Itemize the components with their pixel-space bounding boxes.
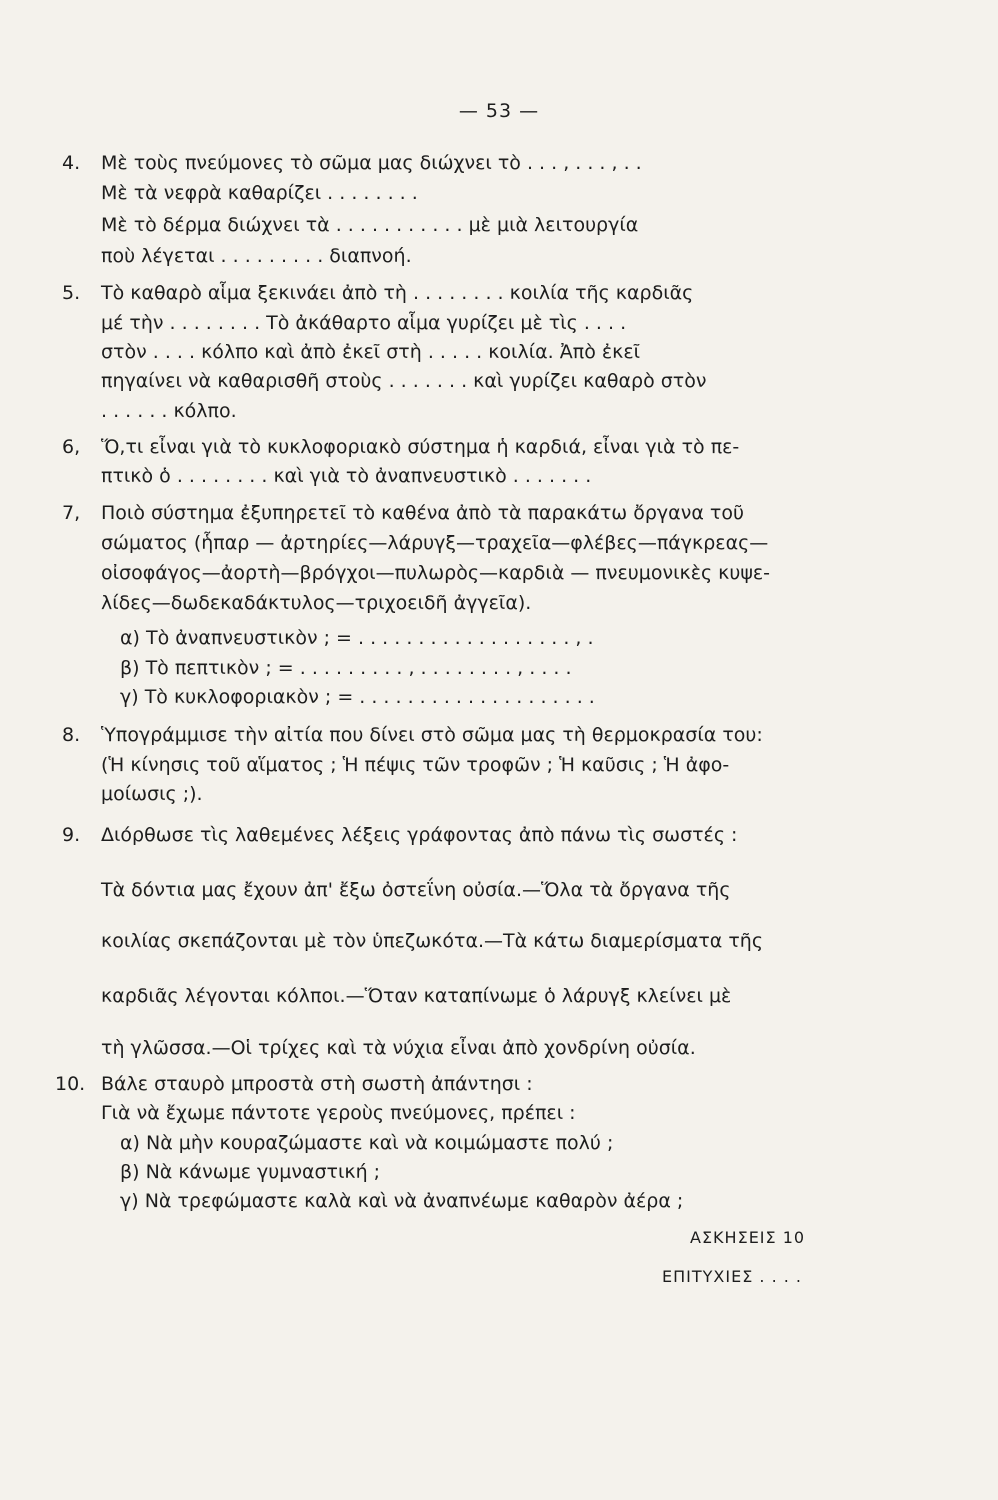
question-5-line-4: πηγαίνει νὰ καθαρισθῆ στοὺς . . . . . . . καὶ γυρίζει καθαρὸ στὸν xyxy=(101,370,707,392)
question-10-line-2: Γιὰ νὰ ἔχωμε πάντοτε γεροὺς πνεύμονες, πρέπει : xyxy=(101,1102,576,1124)
question-10-option-b: β) Νὰ κάνωμε γυμναστική ; xyxy=(120,1161,381,1183)
question-7-option-c: γ) Τὸ κυκλοφοριακὸν ; = . . . . . . . . . . . . . . . . . . . . xyxy=(120,686,595,708)
question-7-option-b: β) Τὸ πεπτικὸν ; = . . . . . . . . . , . . . . . . . . , . . . . xyxy=(120,657,572,679)
question-6-line-2: πτικὸ ὁ . . . . . . . . καὶ γιὰ τὸ ἀναπνευστικὸ . . . . . . . xyxy=(101,465,592,487)
question-5-line-3: στὸν . . . . κόλπο καὶ ἀπὸ ἐκεῖ στὴ . . . . . κοιλία. Ἀπὸ ἐκεῖ xyxy=(101,341,641,363)
question-4-line-3: Μὲ τὸ δέρμα διώχνει τὰ . . . . . . . . . . . μὲ μιὰ λειτουργία xyxy=(101,214,639,236)
page-number: — 53 — xyxy=(458,100,540,122)
question-8-number: 8. xyxy=(62,724,81,746)
question-6-line-1: Ὅ,τι εἶναι γιὰ τὸ κυκλοφοριακὸ σύστημα ἡ καρδιά, εἶναι γιὰ τὸ πε- xyxy=(101,436,740,458)
successes-count: ΕΠΙΤΥΧΙΕΣ . . . . xyxy=(662,1267,802,1286)
question-5-line-1: Τὸ καθαρὸ αἷμα ξεκινάει ἀπὸ τὴ . . . . . . . . κοιλία τῆς καρδιᾶς xyxy=(101,282,694,304)
question-10-option-a: α) Νὰ μὴν κουραζώμαστε καὶ νὰ κοιμώμαστε πολύ ; xyxy=(120,1132,614,1154)
question-7-line-1: Ποιὸ σύστημα ἐξυπηρετεῖ τὸ καθένα ἀπὸ τὰ παρακάτω ὄργανα τοῦ xyxy=(101,502,744,524)
question-7-number: 7, xyxy=(62,502,81,524)
question-5-line-5: . . . . . . κόλπο. xyxy=(101,400,237,422)
question-4-line-4: ποὺ λέγεται . . . . . . . . . διαπνοή. xyxy=(101,245,412,267)
question-8-line-2: (Ἡ κίνησις τοῦ αἵματος ; Ἡ πέψις τῶν τροφῶν ; Ἡ καῦσις ; Ἡ ἀφο- xyxy=(101,754,730,776)
question-4-line-2: Μὲ τὰ νεφρὰ καθαρίζει . . . . . . . . xyxy=(101,182,418,204)
question-5-number: 5. xyxy=(62,282,81,304)
question-4-number: 4. xyxy=(62,152,81,174)
question-5-line-2: μέ τὴν . . . . . . . . Τὸ ἀκάθαρτο αἷμα γυρίζει μὲ τὶς . . . . xyxy=(101,312,627,334)
question-10-option-c: γ) Νὰ τρεφώμαστε καλὰ καὶ νὰ ἀναπνέωμε καθαρὸν ἀέρα ; xyxy=(120,1190,684,1212)
question-7-line-4: λίδες—δωδεκαδάκτυλος—τριχοειδῆ ἀγγεῖα). xyxy=(101,592,532,614)
question-4-line-1: Μὲ τοὺς πνεύμονες τὸ σῶμα μας διώχνει τὸ . . . , . . . , . . xyxy=(101,152,642,174)
question-9-line-2: Τὰ δόντια μας ἔχουν ἀπ' ἔξω ὀστεΐνη οὐσία.—Ὅλα τὰ ὄργανα τῆς xyxy=(101,879,731,901)
question-9-line-1: Διόρθωσε τὶς λαθεμένες λέξεις γράφοντας ἀπὸ πάνω τὶς σωστές : xyxy=(101,824,738,846)
question-7-line-2: σώματος (ἧπαρ — ἀρτηρίες—λάρυγξ—τραχεῖα—φλέβες—πάγκρεας— xyxy=(101,532,769,554)
question-10-number: 10. xyxy=(55,1073,86,1095)
question-8-line-1: Ὑπογράμμισε τὴν αἰτία που δίνει στὸ σῶμα μας τὴ θερμοκρασία του: xyxy=(101,724,763,746)
question-10-line-1: Βάλε σταυρὸ μπροστὰ στὴ σωστὴ ἀπάντησι : xyxy=(101,1073,533,1095)
question-7-line-3: οἰσοφάγος—ἀορτὴ—βρόγχοι—πυλωρὸς—καρδιὰ — πνευμονικὲς κυψε- xyxy=(101,562,771,584)
question-9-line-3: κοιλίας σκεπάζονται μὲ τὸν ὑπεζωκότα.—Τὰ κάτω διαμερίσματα τῆς xyxy=(101,930,764,952)
question-9-line-4: καρδιᾶς λέγονται κόλποι.—Ὅταν καταπίνωμε ὁ λάρυγξ κλείνει μὲ xyxy=(101,985,732,1007)
question-9-line-5: τὴ γλῶσσα.—Οἱ τρίχες καὶ τὰ νύχια εἶναι ἀπὸ χονδρίνη οὐσία. xyxy=(101,1037,696,1059)
question-7-option-a: α) Τὸ ἀναπνευστικὸν ; = . . . . . . . . . . . . . . . . . . , . xyxy=(120,627,594,649)
question-8-line-3: μοίωσις ;). xyxy=(101,783,203,805)
question-9-number: 9. xyxy=(62,824,81,846)
exercises-count: ΑΣΚΗΣΕΙΣ 10 xyxy=(690,1228,806,1247)
question-6-number: 6, xyxy=(62,436,81,458)
